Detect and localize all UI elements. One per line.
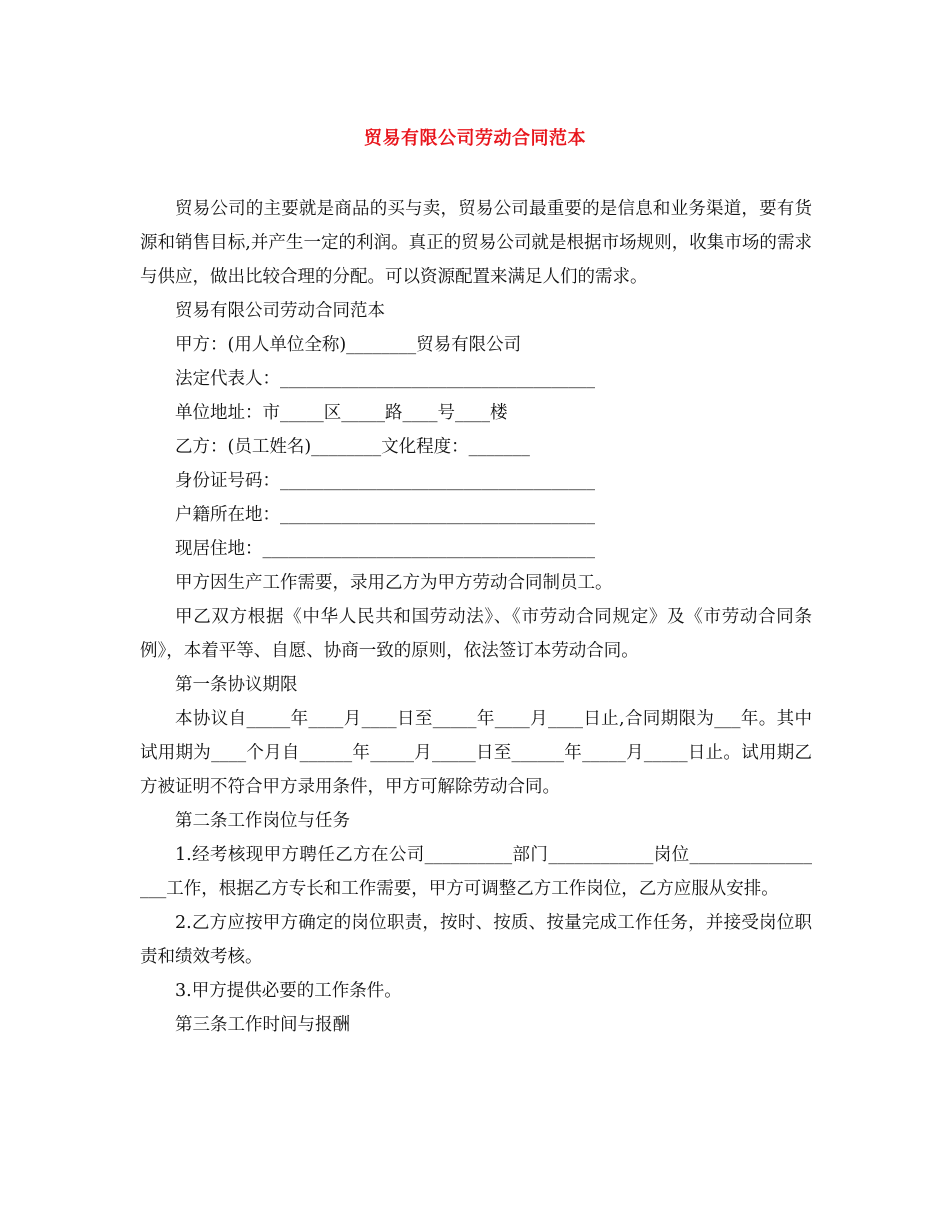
term-paragraph: 本协议自_____年____月____日至_____年____月____日止,合同期限为___年。其中试用期为____个月自______年_____月_____日至______年_____月_____日止。试用期乙方被证明不符合甲方录用条件，甲方可解除劳动合同。 [140, 709, 812, 797]
job-duties-paragraph: 2.乙方应按甲方确定的岗位职责，按时、按质、按量完成工作任务，并接受岗位职责和绩效考核。 [140, 913, 812, 967]
id-number-line: 身份证号码：____________________________________ [175, 471, 595, 491]
company-address-line: 单位地址：市_____区_____路____号____楼 [175, 403, 508, 423]
job-assignment-paragraph: 1.经考核现甲方聘任乙方在公司__________部门____________岗位_________________工作，根据乙方专长和工作需要，甲方可调整乙方工作岗位，乙方应服从安排。 [140, 845, 812, 899]
party-a-line: 甲方：(用人单位全称)________贸易有限公司 [175, 335, 522, 355]
legal-representative-line: 法定代表人：____________________________________ [175, 369, 595, 389]
legal-basis-paragraph: 甲乙双方根据《中华人民共和国劳动法》、《市劳动合同规定》及《市劳动合同条例》，本着平等、自愿、协商一致的原则，依法签订本劳动合同。 [140, 607, 812, 661]
intro-paragraph: 贸易公司的主要就是商品的买与卖，贸易公司最重要的是信息和业务渠道，要有货源和销售目标,并产生一定的利润。真正的贸易公司就是根据市场规则，收集市场的需求与供应，做出比较合理的分配。可以资源配置来满足人们的需求。 [140, 199, 812, 287]
current-residence-line: 现居住地：______________________________________ [175, 539, 595, 559]
subtitle-line: 贸易有限公司劳动合同范本 [175, 301, 385, 321]
work-conditions-paragraph: 3.甲方提供必要的工作条件。 [175, 981, 402, 1001]
article-1-heading: 第一条协议期限 [175, 675, 298, 695]
document-title: 贸易有限公司劳动合同范本 [364, 128, 586, 149]
article-2-heading: 第二条工作岗位与任务 [175, 811, 350, 831]
article-3-heading: 第三条工作时间与报酬 [175, 1015, 350, 1035]
employment-paragraph: 甲方因生产工作需要，录用乙方为甲方劳动合同制员工。 [175, 573, 613, 593]
party-b-line: 乙方：(员工姓名)________文化程度：_______ [175, 437, 530, 457]
document-body [140, 192, 812, 1042]
household-registration-line: 户籍所在地：____________________________________ [175, 505, 595, 525]
